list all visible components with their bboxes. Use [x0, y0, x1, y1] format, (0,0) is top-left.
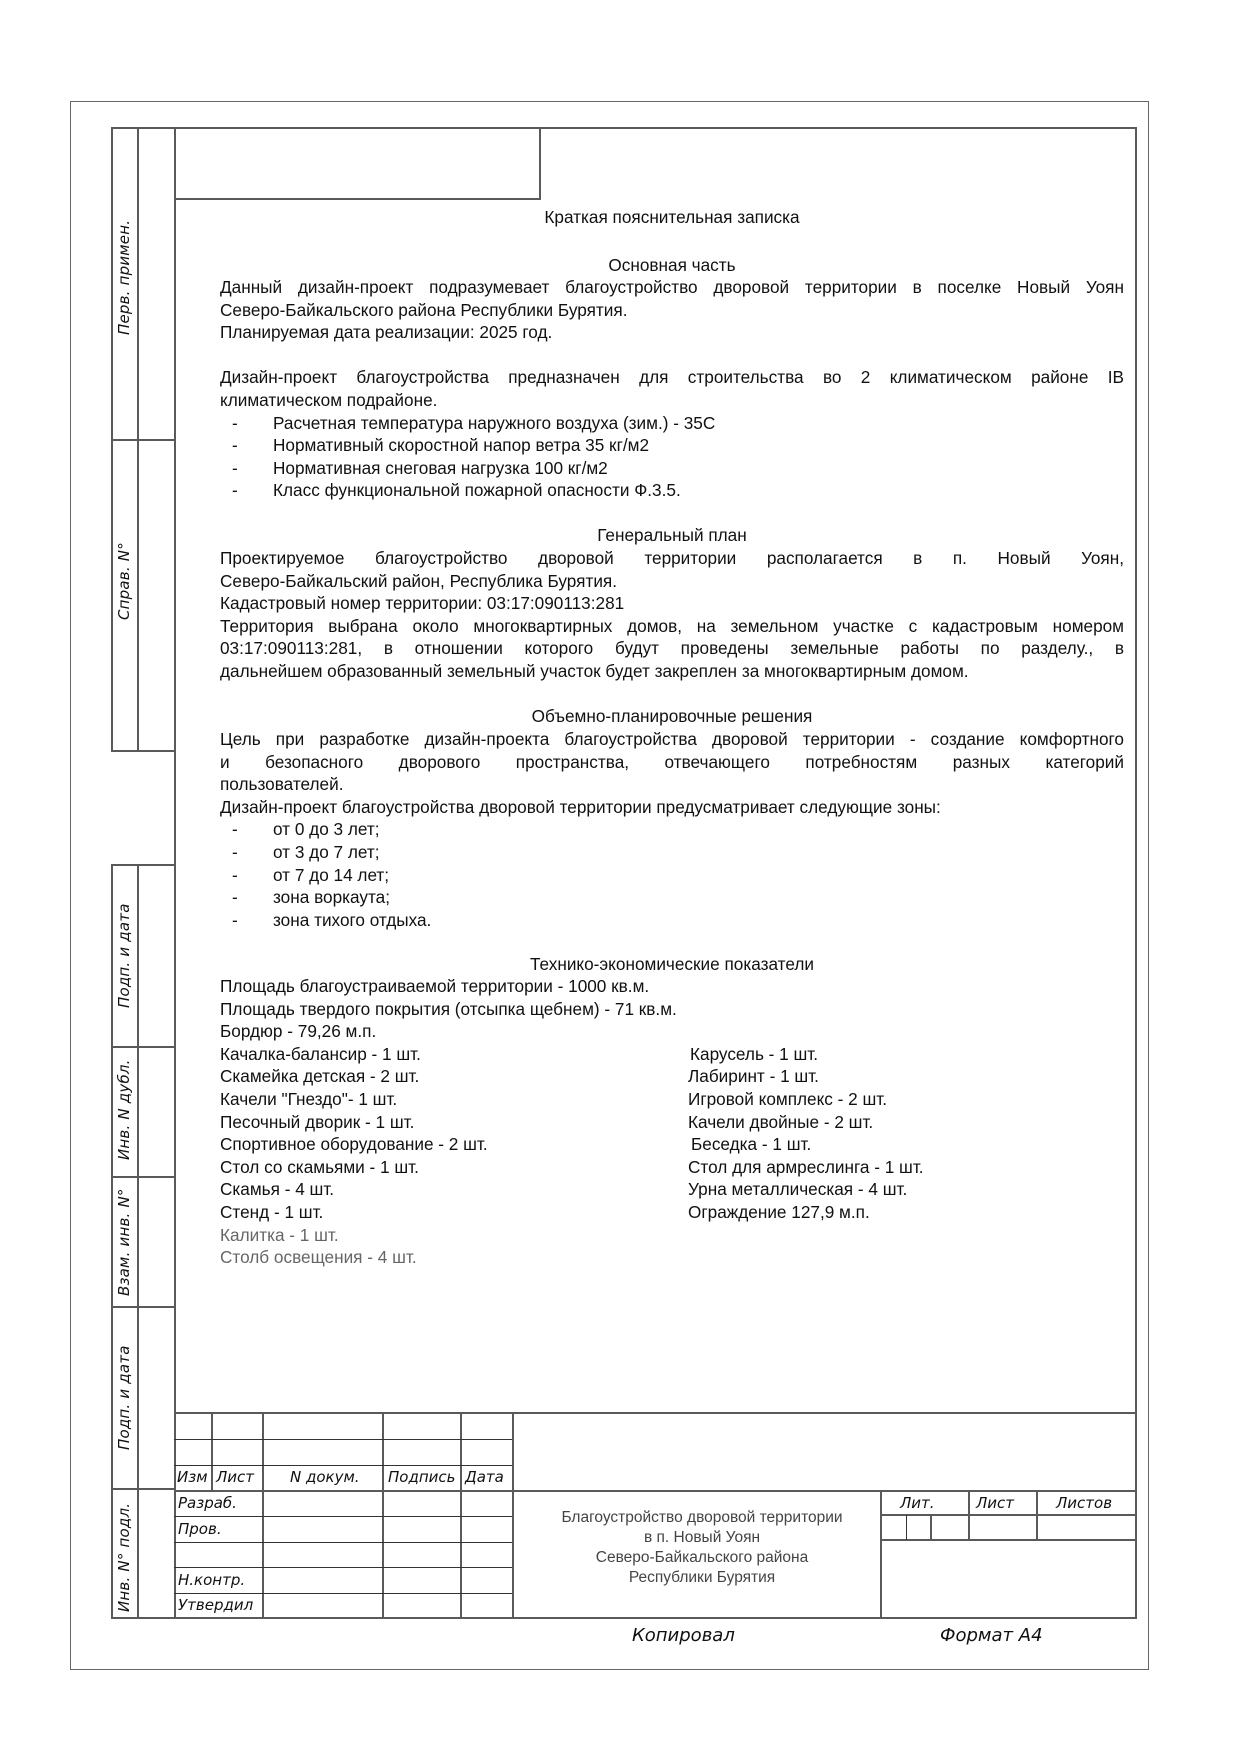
role-developer: Разраб. [178, 1494, 237, 1512]
list-item: - Класс функциональной пожарной опасности Ф.3.5. [232, 480, 681, 501]
indicator-row: Спортивное оборудование - 2 шт. Беседка - 1 шт. [220, 1134, 812, 1155]
list-item: - от 7 до 14 лет; [232, 864, 390, 885]
stamp-label-podp-data-2: Подп. и дата [115, 1345, 133, 1450]
indicator-row: Стенд - 1 шт. Ограждение 127,9 м.п. [220, 1201, 870, 1222]
ind-area-hard: Площадь твердого покрытия (отсыпка щебнем) - 71 кв.м. [220, 998, 677, 1019]
indicator-row: Песочный дворик - 1 шт. Качели двойные - 2 шт. [220, 1111, 874, 1132]
top-stamp-box [174, 127, 541, 200]
list-item: - Нормативный скоростной напор ветра 35 кг/м2 [232, 435, 650, 456]
stamp-label-inv-podl: Инв. N° подл. [115, 1502, 133, 1612]
stamp-label-podp-data-1: Подп. и дата [115, 903, 133, 1008]
indicator-row: Качалка-балансир - 1 шт. Карусель - 1 шт. [220, 1043, 819, 1064]
indicator-row: Качели "Гнездо"- 1 шт. Игровой комплекс - 2 шт. [220, 1088, 888, 1109]
gp-line1: Проектируемое благоустройство дворовой территории располагается в п. Новый Уоян, [220, 548, 1124, 568]
stamp-label-perv-primen: Перв. примен. [115, 219, 133, 335]
pl-line1: Цель при разработке дизайн-проекта благоустройства дворовой территории - создание комфортного [220, 729, 1124, 749]
main-para1-line1: Данный дизайн-проект подразумевает благоустройство дворовой территории в поселке Новый Уоян [220, 277, 1124, 297]
list-item: - Расчетная температура наружного воздуха (зим.) - 35С [232, 412, 716, 433]
role-norm-control: Н.контр. [178, 1571, 246, 1589]
indicators-section [220, 975, 1124, 1269]
list-item: - зона тихого отдыха. [232, 909, 432, 930]
footer-copied: Копировал [632, 1625, 735, 1646]
section-heading-planning: Объемно-планировочные решения [531, 706, 813, 726]
pl-line4: Дизайн-проект благоустройства дворовой территории предусматривает следующие зоны: [220, 796, 941, 817]
gp-cadastral: Кадастровый номер территории: 03:17:090113:281 [220, 593, 625, 614]
stamp-label-inv-dubl: Инв. N дубл. [115, 1059, 133, 1160]
footer-format: Формат А4 [940, 1625, 1043, 1646]
section-heading-main: Основная часть [608, 255, 736, 275]
main-para3-line1: Дизайн-проект благоустройства предназначен для строительства во 2 климатическом районе IB [220, 367, 1124, 388]
gp-line5: 03:17:090113:281, в отношении которого будут проведены земельные работы по разделу., в [220, 638, 1124, 659]
role-checker: Пров. [178, 1520, 222, 1538]
col-signature: Подпись [388, 1468, 456, 1486]
list-item: - Нормативная снеговая нагрузка 100 кг/м2 [232, 457, 608, 478]
indicator-row: Стол со скамьями - 1 шт. Стол для армреслинга - 1 шт. [220, 1156, 924, 1177]
main-section [220, 276, 1124, 502]
col-doc-no: N докум. [290, 1468, 360, 1486]
lit-label: Лит. [900, 1494, 935, 1512]
gp-line6: дальнейшем образованный земельный участок будет закреплен за многоквартирным домом. [220, 660, 969, 681]
section-heading-general-plan: Генеральный план [597, 525, 747, 545]
indicator-row: Скамья - 4 шт. Урна металлическая - 4 шт. [220, 1179, 908, 1200]
list-item: - от 3 до 7 лет; [232, 841, 380, 862]
ind-gate: Калитка - 1 шт. [220, 1224, 339, 1245]
stamp-label-sprav-no: Справ. N° [115, 542, 133, 620]
main-para3-line2: климатическом подрайоне. [220, 389, 438, 410]
sheet-label: Лист [976, 1494, 1015, 1512]
general-plan-section [220, 547, 1124, 683]
section-heading-indicators: Технико-экономические показатели [530, 954, 814, 974]
pl-line3: пользователей. [220, 774, 344, 795]
ind-curb: Бордюр - 79,26 м.п. [220, 1021, 377, 1042]
role-approved: Утвердил [178, 1596, 254, 1614]
col-date: Дата [465, 1468, 504, 1486]
main-para1-line2: Северо-Байкальского района Республики Бурятия. [220, 299, 628, 320]
gp-line4: Территория выбрана около многоквартирных домов, на земельном участке с кадастровым номером [220, 615, 1124, 636]
stamp-label-vzam-inv: Взам. инв. N° [115, 1188, 133, 1296]
sheets-label: Листов [1056, 1494, 1113, 1512]
pl-line2: и безопасного дворового пространства, отвечающего потребностям разных категорий [220, 751, 1124, 772]
planning-section [220, 728, 1124, 931]
indicator-row: Скамейка детская - 2 шт. Лабиринт - 1 шт. [220, 1066, 819, 1087]
ind-light-pole: Столб освещения - 4 шт. [220, 1247, 417, 1268]
list-item: - зона воркаута; [232, 887, 390, 908]
list-item: - от 0 до 3 лет; [232, 819, 380, 840]
col-izm: Изм [177, 1468, 208, 1486]
col-list: Лист [216, 1468, 255, 1486]
main-para2: Планируемая дата реализации: 2025 год. [220, 322, 553, 343]
document-title: Краткая пояснительная записка [544, 207, 800, 227]
project-name: Благоустройство дворовой территории в п. Новый Уоян Северо-Байкальского района Республики Бурятия [561, 1509, 843, 1586]
gp-line2: Северо-Байкальский район, Республика Бурятия. [220, 570, 618, 591]
ind-area-total: Площадь благоустраиваемой территории - 1000 кв.м. [220, 976, 650, 996]
